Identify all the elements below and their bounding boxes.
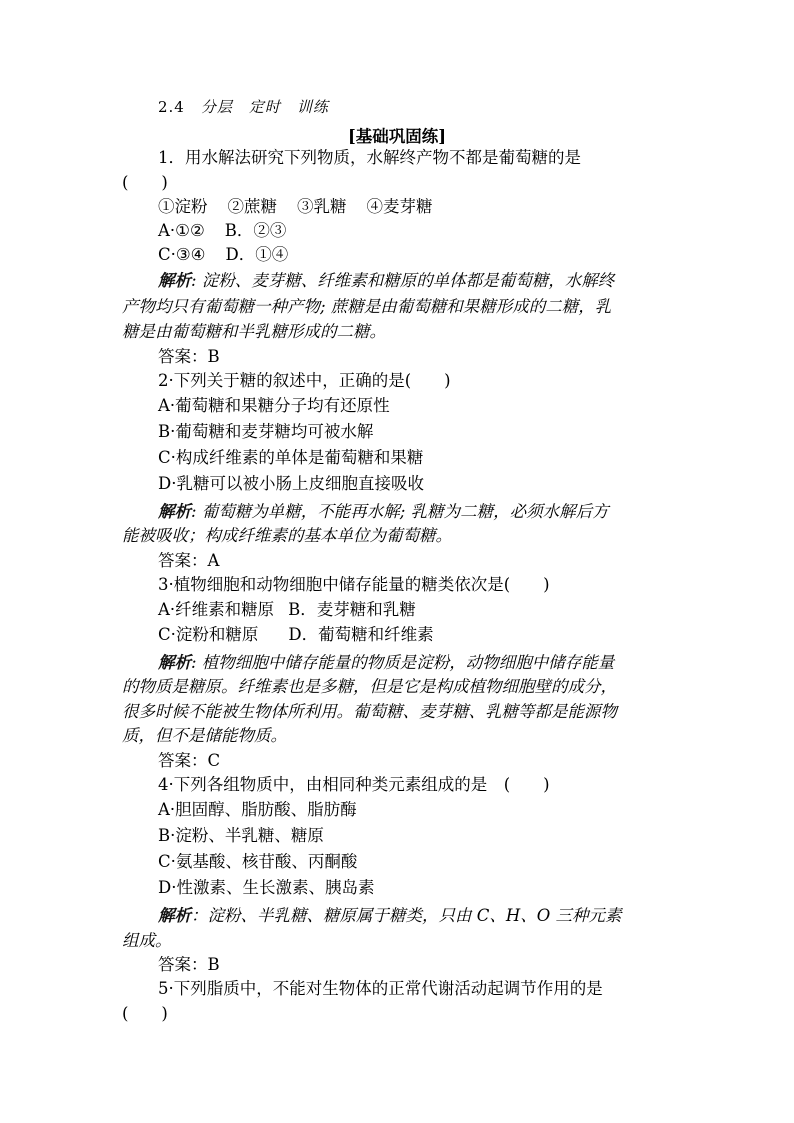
q1-option-d: D．①④	[225, 245, 289, 264]
q2-analysis-label: 解析	[158, 502, 191, 521]
q2-analysis-line1	[158, 499, 609, 525]
q4-analysis-label: 解析	[158, 906, 191, 925]
q4-stem: 4·下列各组物质中，由相同种类元素组成的是 ( )	[158, 775, 550, 794]
q1-item-1: ①淀粉	[158, 197, 208, 216]
q1-options-cd	[158, 242, 288, 268]
q1-item-4: ④麦芽糖	[366, 197, 433, 216]
q4-analysis-line1	[158, 903, 622, 929]
lesson-part-3: 训练	[296, 98, 329, 116]
q4-option-d: D·性激素、生长激素、胰岛素	[158, 878, 375, 897]
q3-option-d: D．葡萄糖和纤维素	[288, 625, 434, 644]
q3-analysis-text1: : 植物细胞中储存能量的物质是淀粉，动物细胞中储存能量	[191, 653, 615, 672]
q1-stem-line1: 1．用水解法研究下列物质，水解终产物不都是葡萄糖的是	[158, 148, 581, 167]
lesson-part-2: 定时	[248, 98, 281, 116]
q3-analysis-label: 解析	[158, 653, 191, 672]
q3-options-cd	[158, 622, 434, 648]
q1-option-b: B．②③	[224, 221, 287, 240]
q3-option-c: C·淀粉和糖原	[158, 625, 259, 644]
q2-option-b: B·葡萄糖和麦芽糖均可被水解	[158, 422, 374, 441]
q3-options-ab	[158, 597, 416, 623]
q1-items	[158, 194, 433, 220]
section-title: [基础巩固练]	[347, 127, 447, 146]
q1-options-ab	[158, 218, 286, 244]
q1-analysis-line2: 产物均只有葡萄糖一种产物; 蔗糖是由葡萄糖和果糖形成的二糖，乳	[122, 297, 612, 316]
q1-analysis-label: 解析	[158, 271, 191, 290]
q2-analysis-text1: : 葡萄糖为单糖，不能再水解; 乳糖为二糖，必须水解后方	[191, 502, 609, 521]
q1-analysis-line1	[158, 268, 614, 294]
q3-analysis-line1	[158, 650, 614, 676]
q2-option-d: D·乳糖可以被小肠上皮细胞直接吸收	[158, 474, 424, 493]
q5-stem-line2: ( )	[122, 1004, 168, 1023]
lesson-heading	[158, 96, 329, 117]
q3-stem: 3·植物细胞和动物细胞中储存能量的糖类依次是( )	[158, 575, 550, 594]
q1-option-c: C·③④	[158, 245, 206, 264]
q2-analysis-line2: 能被吸收；构成纤维素的基本单位为葡萄糖。	[122, 526, 452, 545]
q4-analysis-line2: 组成。	[122, 931, 172, 950]
q5-stem-line1: 5·下列脂质中，不能对生物体的正常代谢活动起调节作用的是	[158, 979, 603, 998]
q4-answer: 答案：B	[158, 955, 220, 974]
q4-option-c: C·氨基酸、核苷酸、丙酮酸	[158, 852, 358, 871]
q3-analysis-line4: 质，但不是储能物质。	[122, 726, 287, 745]
lesson-number: 2.4	[158, 98, 185, 116]
q2-option-c: C·构成纤维素的单体是葡萄糖和果糖	[158, 448, 424, 467]
q4-option-a: A·胆固醇、脂肪酸、脂肪酶	[158, 800, 357, 819]
q3-option-a: A·纤维素和糖原	[158, 600, 275, 619]
q1-item-2: ②蔗糖	[227, 197, 277, 216]
q1-stem-line2: ( )	[122, 173, 168, 192]
q1-analysis-line3: 糖是由葡萄糖和半乳糖形成的二糖。	[122, 322, 386, 341]
q1-option-a: A·①②	[158, 221, 205, 240]
q1-item-3: ③乳糖	[297, 197, 347, 216]
q1-analysis-text1: : 淀粉、麦芽糖、纤维素和糖原的单体都是葡萄糖，水解终	[191, 271, 615, 290]
lesson-part-1: 分层	[200, 98, 233, 116]
q3-analysis-line2: 的物质是糖原。纤维素也是多糖，但是它是构成植物细胞壁的成分，	[122, 677, 617, 696]
q3-answer: 答案：C	[158, 751, 221, 770]
q3-option-b: B．麦芽糖和乳糖	[288, 600, 416, 619]
q4-analysis-text1: ：淀粉、半乳糖、糖原属于糖类，只由 C、H、O 三种元素	[191, 906, 622, 925]
q1-answer: 答案：B	[158, 347, 220, 366]
q2-stem: 2·下列关于糖的叙述中，正确的是( )	[158, 371, 451, 390]
q3-analysis-line3: 很多时候不能被生物体所利用。葡萄糖、麦芽糖、乳糖等都是能源物	[122, 702, 617, 721]
q4-option-b: B·淀粉、半乳糖、糖原	[158, 826, 324, 845]
q2-option-a: A·葡萄糖和果糖分子均有还原性	[158, 396, 390, 415]
q2-answer: 答案：A	[158, 551, 220, 570]
